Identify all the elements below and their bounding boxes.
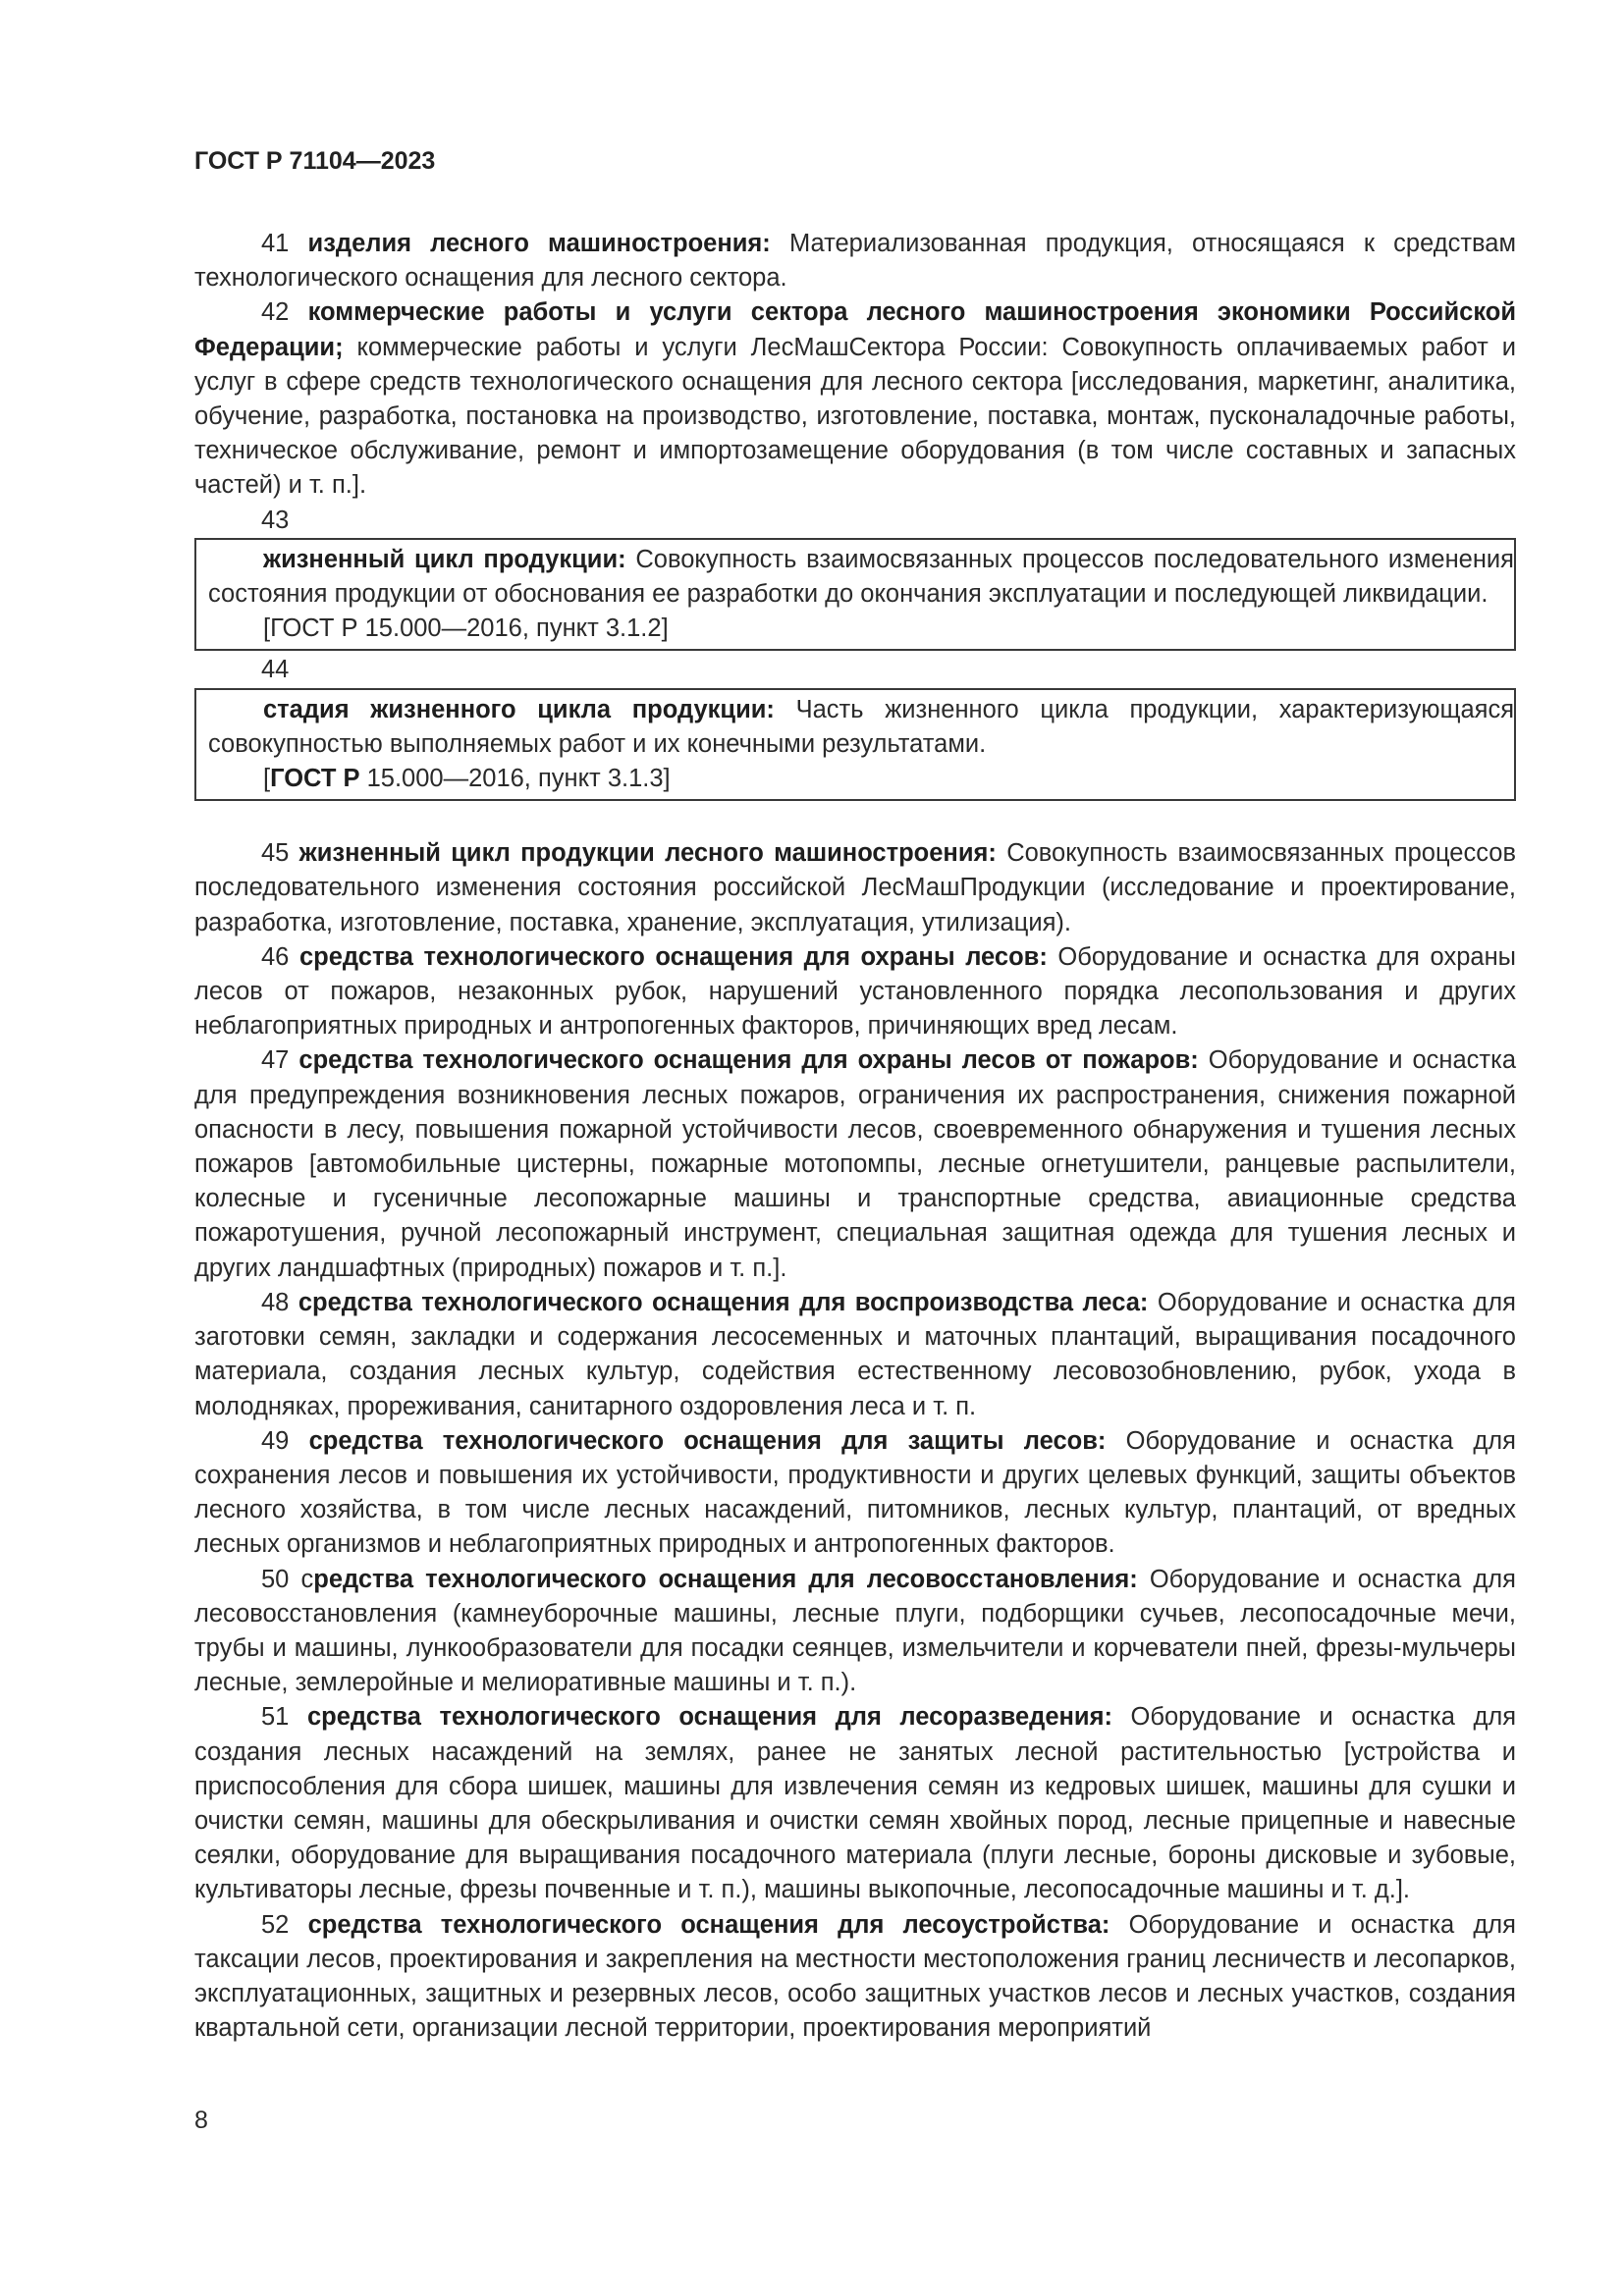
source-reference: [ГОСТ Р 15.000—2016, пункт 3.1.3] [263, 765, 671, 793]
term-definition: Часть жизненного цикла продукции, характеризующаяся совокупностью выполняемых работ и их конечными результатами. [208, 695, 1515, 758]
term-name: редства технологического оснащения для лесовосстановления: [313, 1565, 1138, 1593]
term-definition: Совокупность взаимосвязанных процессов последовательного изменения состояния продукции от обоснования ее разработки до окончания эксплуатации и последующей ликвидации. [208, 545, 1514, 609]
term-definition: Оборудование и оснастка для заготовки семян, закладки и содержания лесосеменных и маточных плантаций, выращивания посадочного материала, создания лесных культур, содействия естественному лесовозобновлению, рубок, ухода в молодняках, прореживания, санитарного оздоровления леса и т. п. [194, 1288, 1516, 1420]
term-entry-45 [194, 836, 1516, 940]
term-entry-49 [194, 1424, 1516, 1563]
entry-number: 42 [261, 298, 290, 327]
term-definition: Оборудование и оснастка для создания лесных насаждений на землях, ранее не занятых лесной растительностью [устройства и приспособления для сбора шишек, машины для извлечения семян из кедровых шишек, машины для сушки и очистки семян, машины для обескрыливания и очистки семян хвойных пород, лесные прицепные и навесные сеялки, оборудование для выращивания посадочного материала (плуги лесные, бороны дисковые и зубовые, культиваторы лесные, фрезы почвенные и т. п.), машины выкопочные, лесопосадочные машины и т. д.]. [194, 1703, 1517, 1904]
term-entry-44 [208, 693, 1514, 762]
term-definition: Оборудование и оснастка для охраны лесов от пожаров, незаконных рубок, нарушений установленного порядка лесопользования и других неблагоприятных природных и антропогенных факторов, причиняющих вред лесам. [194, 942, 1516, 1041]
term-entry-48 [194, 1286, 1516, 1424]
term-name: жизненный цикл продукции лесного машиностроения: [298, 839, 997, 868]
term-entry-47 [194, 1043, 1516, 1285]
entry-number: 47 [261, 1046, 290, 1075]
term-entry-50 [194, 1563, 1516, 1701]
entry-number: 50 с [261, 1565, 314, 1593]
term-definition: коммерческие работы и услуги ЛесМашСектора России: Совокупность оплачиваемых работ и услуг в сфере средств технологического оснащения для лесного сектора [исследования, маркетинг, аналитика, обучение, разработка, постановка на производство, изготовление, поставка, монтаж, пусконаладочные работы, техническое обслуживание, ремонт и импортозамещение оборудования (в том числе составных и запасных частей) и т. п.]. [194, 333, 1516, 500]
term-name: средства технологического оснащения для охраны лесов: [298, 942, 1048, 971]
term-entry-52 [194, 1908, 1516, 2047]
entry-number: 52 [261, 1910, 290, 1939]
term-entry-43 [208, 543, 1514, 612]
term-definition: Оборудование и оснастка для таксации лесов, проектирования и закрепления на местности местоположения границ лесничеств и лесопарков, эксплуатационных, защитных и резервных лесов, особо защитных участков лесов и лесных участков, создания квартальной сети, организации лесной территории, проектирования мероприятий [194, 1910, 1516, 2043]
term-name: средства технологического оснащения для воспроизводства леса: [298, 1288, 1149, 1316]
term-name: коммерческие работы и услуги сектора лесного машиностроения экономики Российской Федерации; [194, 298, 1517, 361]
term-name: средства технологического оснащения для лесоразведения: [306, 1703, 1112, 1732]
term-entry-42 [194, 295, 1516, 503]
term-name: изделия лесного машиностроения: [307, 230, 771, 257]
entry-number: 51 [261, 1703, 290, 1732]
entry-number: 48 [261, 1288, 290, 1316]
term-definition: Оборудование и оснастка для сохранения лесов и повышения их устойчивости, продуктивности и других целевых функций, защиты объектов лесного хозяйства, в том числе лесных насаждений, питомников, лесных культур, плантаций, от вредных лесных организмов и неблагоприятных природных и антропогенных факторов. [194, 1426, 1516, 1559]
term-definition: Оборудование и оснастка для лесовосстановления (камнеуборочные машины, лесные плуги, подборщики сучьев, лесопосадочные мечи, трубы и машины, лункообразователи для посадки сеянцев, измельчители и корчеватели пней, фрезы-мульчеры лесные, землеройные и мелиоративные машины и т. п.). [194, 1565, 1516, 1697]
entry-number: 49 [261, 1426, 290, 1455]
entry-number-44: 44 [261, 656, 290, 684]
document-header: ГОСТ Р 71104—2023 [194, 147, 436, 175]
term-name: жизненный цикл продукции: [263, 545, 626, 573]
term-entry-41 [194, 227, 1516, 295]
page-number: 8 [194, 2107, 208, 2134]
entry-number: 41 [261, 230, 290, 257]
term-definition: Материализованная продукция, относящаяся к средствам технологического оснащения для лесного сектора. [194, 230, 1516, 293]
entry-number-43: 43 [261, 506, 290, 534]
boxed-term-43 [194, 538, 1516, 652]
terms-body [194, 227, 1516, 2046]
term-definition: Совокупность взаимосвязанных процессов последовательного изменения состояния российской ЛесМашПродукции (исследование и проектирование, разработка, изготовление, поставка, хранение, эксплуатация, утилизация). [194, 839, 1517, 936]
term-entry-46 [194, 940, 1516, 1044]
term-entry-51 [194, 1700, 1516, 1907]
boxed-term-44 [194, 688, 1516, 802]
entry-number: 46 [261, 942, 290, 971]
term-name: средства технологического оснащения для защиты лесов: [308, 1426, 1107, 1455]
term-name: стадия жизненного цикла продукции: [263, 695, 775, 723]
entry-number: 45 [261, 839, 290, 868]
term-name: средства технологического оснащения для лесоустройства: [307, 1910, 1110, 1939]
term-name: средства технологического оснащения для охраны лесов от пожаров: [298, 1046, 1199, 1075]
term-definition: Оборудование и оснастка для предупреждения возникновения лесных пожаров, ограничения их распространения, снижения пожарной опасности в лесу, повышения пожарной устойчивости лесов, своевременного обнаружения и тушения лесных пожаров [автомобильные цистерны, пожарные мотопомпы, лесные огнетушители, ранцевые распылители, колесные и гусеничные лесопожарные машины и транспортные средства, авиационные средства пожаротушения, ручной лесопожарный инструмент, специальная защитная одежда для тушения лесных и других ландшафтных (природных) пожаров и т. п.]. [194, 1046, 1517, 1282]
source-reference: [ГОСТ Р 15.000—2016, пункт 3.1.2] [263, 614, 669, 643]
